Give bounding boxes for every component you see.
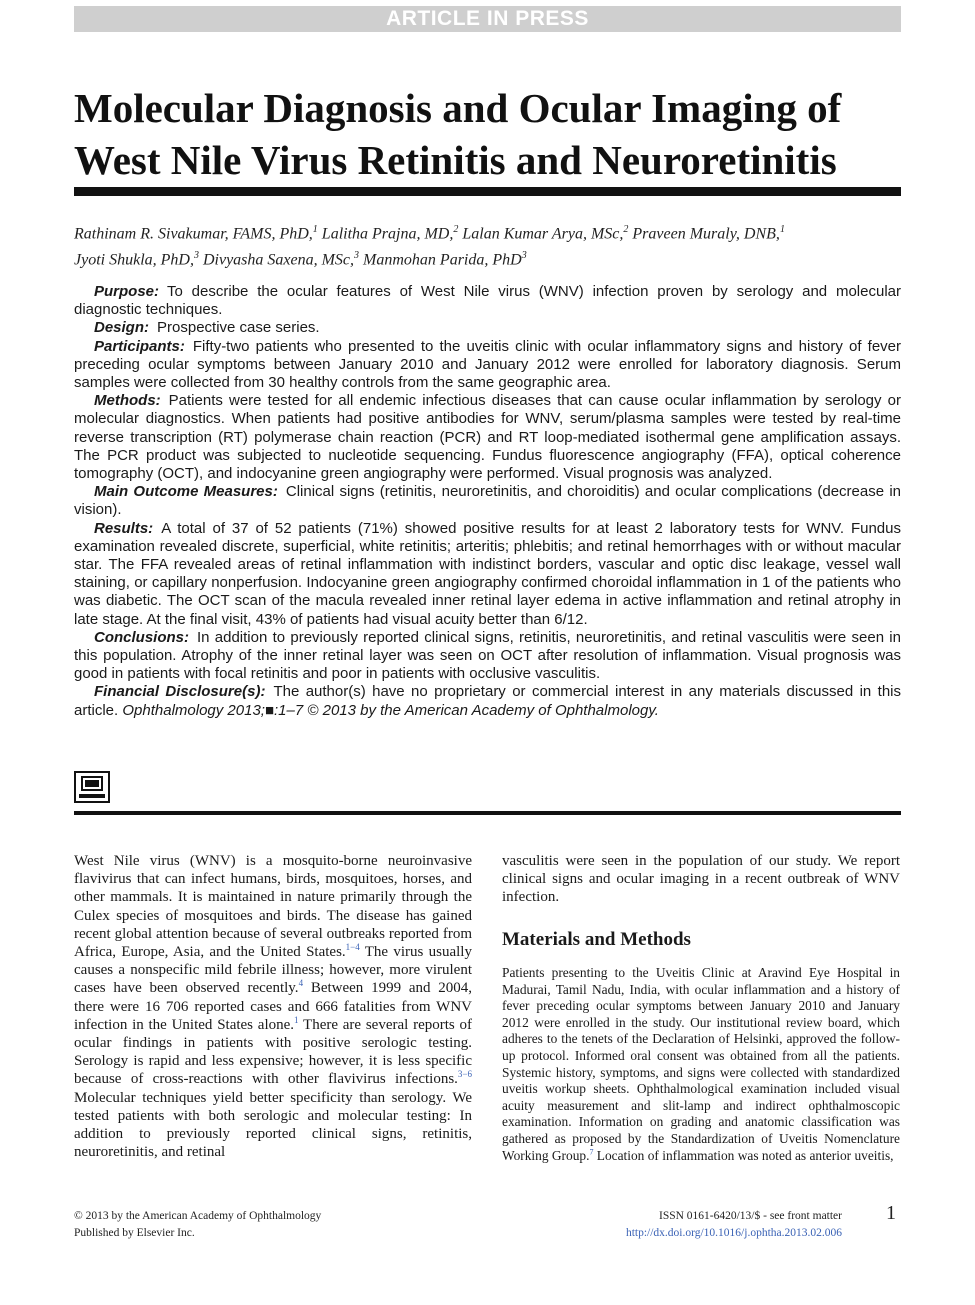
intro-paragraph: West Nile virus (WNV) is a mosquito-borne neuroinvasive flavivirus that can infect humans, birds, mosquitoes, horses, and other mammals. It is maintained in nature primarily through the Culex species of mosquitoes and birds. The disease has gained recent global attention because of several outbreaks reported from Africa, Europe, Asia, and the United States.$^{1-4}$ The virus usually causes a nonspecific mild febrile illness; however, more virulent cases have been observed recently.$^4$ Between 1999 and 2004, there were 16 706 reported cases and 666 fatalities from WNV infection in the United States alone.$^1$ There are several reports of ocular findings in patients with positive serologic testing. Serology is rapid and less expensive; however, it is less specific because of cross-reactions with other flavivirus infections.$^{3-6}$ Molecular techniques yield better specificity than serology. We tested patients with both serologic and molecular testing: In addition to previously reported clinical signs, retinitis, neuroretinitis, and retinal [74,853,472,1161]
footer-right [580,1208,842,1242]
methods-text [502,965,900,1164]
affiliation-ref: 2 [623,224,629,235]
abstract-text: Clinical signs (retinitis, neuroretinitis, and choroiditis) and ocular complications (decrease in vision). [74,483,901,519]
abstract-results [74,520,901,629]
abstract-label: Main Outcome Measures: [94,483,278,501]
abstract-label: Methods: [94,392,161,410]
abstract-outcomes [74,483,901,519]
abstract-design [74,319,901,337]
author: Lalitha Prajna, MD, [321,225,454,243]
copyright-notice: © 2013 by the American Academy of Ophthalmology [74,1210,322,1222]
author: Jyoti Shukla, PhD, [74,251,194,269]
author: Lalan Kumar Arya, MSc, [462,225,624,243]
abstract-text: In addition to previously reported clinical signs, retinitis, neuroretinitis, and retinal vasculitis were seen in this population. Atrophy of the inner retinal layer was seen on OCT after resolution of inflammation. Visual prognosis was good in patients with focal retinitis and poor in patients with occlusive vasculitis. [74,628,901,683]
section-heading-materials-methods: Materials and Methods [502,929,691,950]
abstract-rule [74,811,901,815]
article-title: Molecular Diagnosis and Ocular Imaging of West Nile Virus Retinitis and Neuroretinitis [74,85,842,183]
author: Divyasha Saxena, MSc, [202,251,355,269]
publisher-notice: Published by Elsevier Inc. [74,1227,195,1239]
abstract-purpose [74,283,901,319]
doi-link[interactable]: http://dx.doi.org/10.1016/j.ophtha.2013.02.006 [625,1227,842,1239]
author: Manmohan Parida, PhD [363,251,522,269]
body-right-column [502,852,900,907]
abstract-label: Results: [94,519,154,537]
reference-link[interactable]: 1−4 [345,942,360,953]
abstract-disclosure [74,683,901,719]
author-list [74,219,901,272]
title-rule [74,187,901,196]
abstract-text: Patients were tested for all endemic infectious diseases that can cause ocular inflammation by serology or molecular diagnostics. When patients had positive antibodies for WNV, serum/plasma samples were tested by real-time reverse transcription (RT) polymerase chain reaction (PCR) and RT loop-mediated isothermal gene amplification assays. The PCR product was subjected to nucleotide sequencing. Fundus fluorescence angiography (FFA), optical coherence tomography (OCT), and indocyanine green angiography were performed. Visual prognosis was analyzed. [74,392,901,483]
abstract [74,283,901,720]
abstract-text: To describe the ocular features of West Nile virus (WNV) infection proven by serology and molecular diagnostic techniques. [74,283,901,319]
affiliation-ref: 3 [354,250,360,262]
intro-continued: vasculitis were seen in the population of our study. We report clinical signs and ocular imaging in a recent outbreak of WNV infection. [502,853,900,906]
abstract-label: Financial Disclosure(s): [94,683,266,701]
abstract-label: Participants: [94,337,185,355]
body-left-column [74,852,472,1161]
abstract-text: Prospective case series. [157,319,320,337]
methods-paragraph: Patients presenting to the Uveitis Clinic at Aravind Eye Hospital in Madurai, Tamil Nadu, India, with ocular inflammation and a history of fever preceding ocular symptoms between January 2010 and January 2012 were enrolled in the study. Our institutional review board, which adheres to the tenets of the Declaration of Helsinki, approved the follow-up protocol. Informed oral consent was obtained from all the patients. Systemic history, symptoms, and signs were collected with standardized uveitis workup sheets. Ophthalmological examination included visual acuity measurement and slit-lamp and indirect ophthalmoscopic examination. Information on grading and anatomic classification was gathered as proposed by the Standardization of Uveitis Nomenclature Working Group.$^7$ Location of inflammation was noted as anterior uveitis, [502,965,900,1163]
affiliation-ref: 2 [453,224,459,235]
author: Rathinam R. Sivakumar, FAMS, PhD, [74,225,313,243]
footer-left [74,1208,321,1242]
abstract-text: The author(s) have no proprietary or commercial interest in any materials discussed in this article. [74,683,901,719]
journal-citation: Ophthalmology 2013;■:1–7 © 2013 by the American Academy of Ophthalmology. [122,701,659,719]
computer-monitor-icon[interactable] [74,771,110,803]
reference-link[interactable]: 3−6 [457,1069,472,1080]
reference-link[interactable]: 7 [589,1147,594,1157]
reference-link[interactable]: 1 [294,1014,299,1025]
affiliation-ref: 3 [193,250,199,262]
abstract-conclusions [74,629,901,684]
abstract-label: Purpose: [94,283,160,300]
abstract-label: Design: [94,319,150,337]
reference-link[interactable]: 4 [298,978,304,989]
issn: ISSN 0161-6420/13/$ - see front matter [658,1210,842,1222]
abstract-text: A total of 37 of 52 patients (71%) showed positive results for at least 2 laboratory tests for WNV. Fundus examination revealed discrete, superficial, white retinitis; arteritis; phlebitis; and retinal hemorrhages with or without macular star. The FFA revealed areas of retinal inflammation with indistinct borders, vascular and optic disc leakage, vessel wall staining, or capillary nonperfusion. Indocyanine green angiography confirmed choroidal inflammation in 1 of the patients who was diabetic. The OCT scan of the macula revealed inner retinal layer edema in active inflammation and retinal atrophy in late stage. At the final visit, 43% of patients had visual acuity better than 6/12. [74,519,901,628]
abstract-methods [74,392,901,483]
affiliation-ref: 1 [779,224,785,235]
page-number: 1 [886,1202,896,1224]
article-in-press-banner: ARTICLE IN PRESS [74,6,901,32]
abstract-label: Conclusions: [94,628,190,646]
affiliation-ref: 1 [312,224,318,235]
author: Praveen Muraly, DNB, [632,225,780,243]
abstract-text: Fifty-two patients who presented to the uveitis clinic with ocular inflammatory signs and history of fever preceding ocular symptoms between January 2010 and January 2012 were enrolled for laboratory diagnosis. Serum samples were collected from 30 healthy controls from the same geographic area. [74,337,901,392]
affiliation-ref: 3 [521,250,527,262]
abstract-participants [74,338,901,393]
